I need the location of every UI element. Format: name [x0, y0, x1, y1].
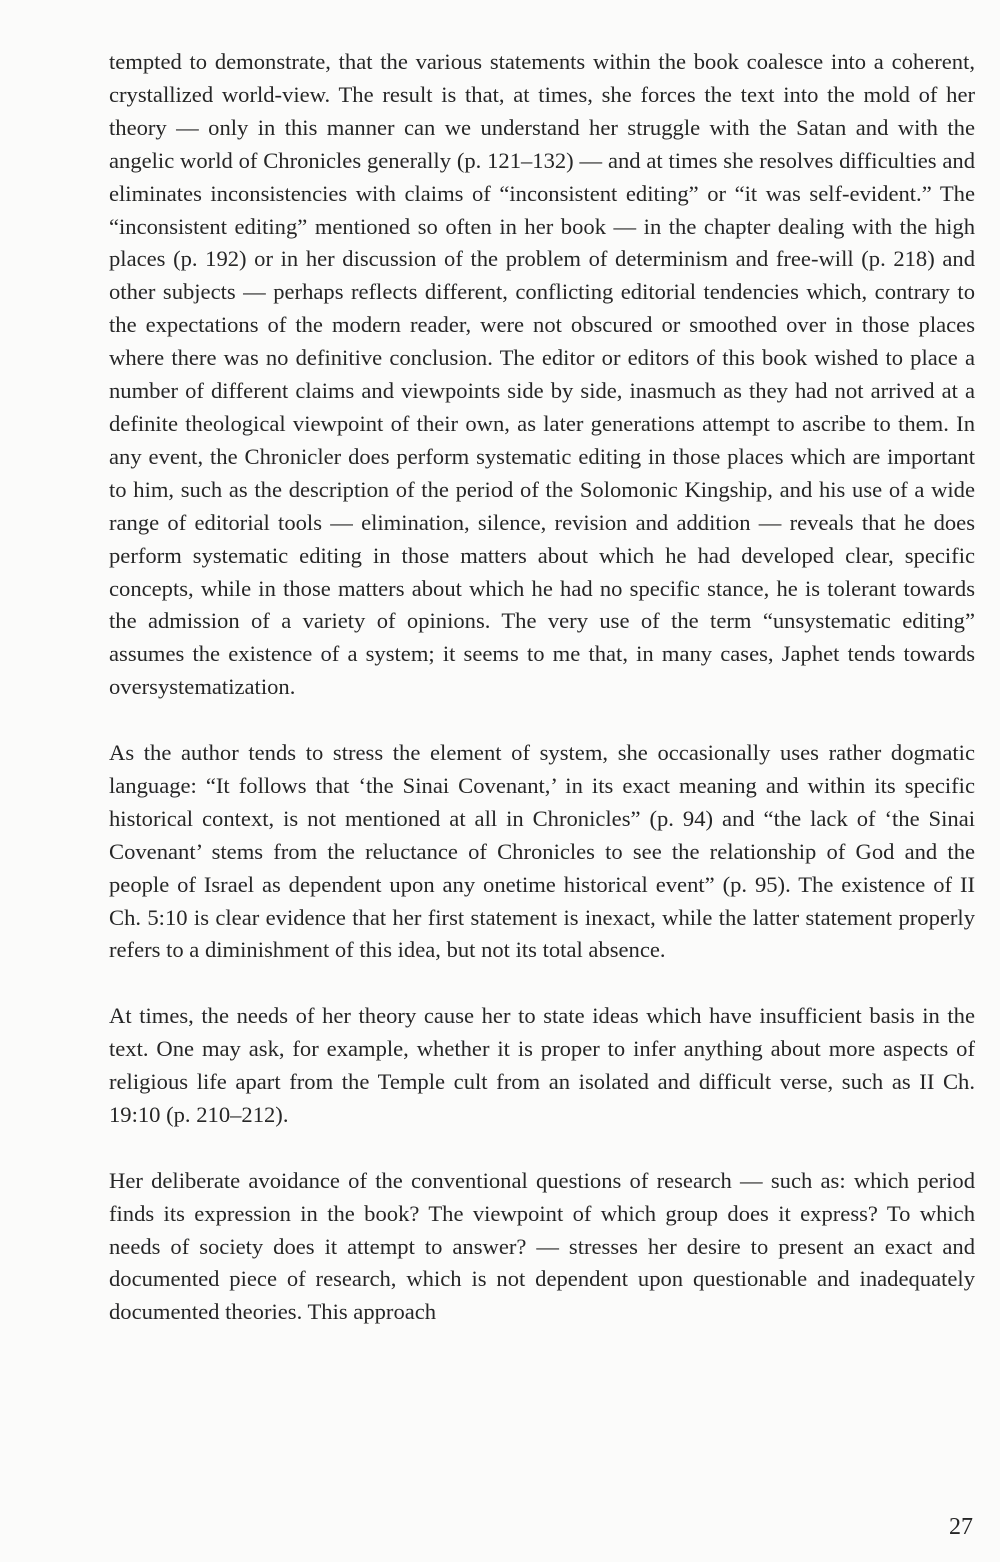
paragraph-1: tempted to demonstrate, that the various statements within the book coalesce into a coherent, crystallized world-view. The result is that, at times, she forces the text into the mold of her theory — only in this manner can we understand her struggle with the Satan and with the angelic world of Chronicles generally (p. 121–132) — and at times she resolves difficulties and eliminates inconsistencies with claims of “inconsistent editing” or “it was self-evident.” The “inconsistent editing” mentioned so often in her book — in the chapter dealing with the high places (p. 192) or in her discussion of the problem of determinism and free-will (p. 218) and other subjects — perhaps reflects different, conflicting editorial tendencies which, contrary to the expectations of the modern reader, were not obscured or smoothed over in those places where there was no definitive conclusion. The editor or editors of this book wished to place a number of different claims and viewpoints side by side, inasmuch as they had not arrived at a definite theological viewpoint of their own, as later generations attempt to ascribe to them. In any event, the Chronicler does perform systematic editing in those places which are important to him, such as the description of the period of the Solomonic Kingship, and his use of a wide range of editorial tools — elimination, silence, revision and addition — reveals that he does perform systematic editing in those matters about which he had developed clear, specific concepts, while in those matters about which he had no specific stance, he is tolerant towards the admission of a variety of opinions. The very use of the term “unsystematic editing” assumes the existence of a system; it seems to me that, in many cases, Japhet tends towards oversystematization. [109, 49, 975, 700]
paragraph-2: As the author tends to stress the element of system, she occasionally uses rather dogmatic language: “It follows that ‘the Sinai Covenant,’ in its exact meaning and within its specific historical context, is not mentioned at all in Chronicles” (p. 94) and “the lack of ‘the Sinai Covenant’ stems from the reluctance of Chronicles to see the relationship of God and the people of Israel as dependent upon any onetime historical event” (p. 95). The existence of II Ch. 5:10 is clear evidence that her first statement is inexact, while the latter statement properly refers to a diminishment of this idea, but not its total absence. [109, 740, 975, 963]
body-text [109, 46, 975, 1329]
page-number: 27 [949, 1514, 973, 1540]
paragraph-4: Her deliberate avoidance of the conventional questions of research — such as: which period finds its expression in the book? The viewpoint of which group does it express? To which needs of society does it attempt to answer? — stresses her desire to present an exact and documented piece of research, which is not dependent upon questionable and inadequately documented theories. This approach [109, 1167, 975, 1325]
paragraph-3: At times, the needs of her theory cause her to state ideas which have insufficient basis in the text. One may ask, for example, whether it is proper to infer anything about more aspects of religious life apart from the Temple cult from an isolated and difficult verse, such as II Ch. 19:10 (p. 210–212). [109, 1003, 975, 1127]
